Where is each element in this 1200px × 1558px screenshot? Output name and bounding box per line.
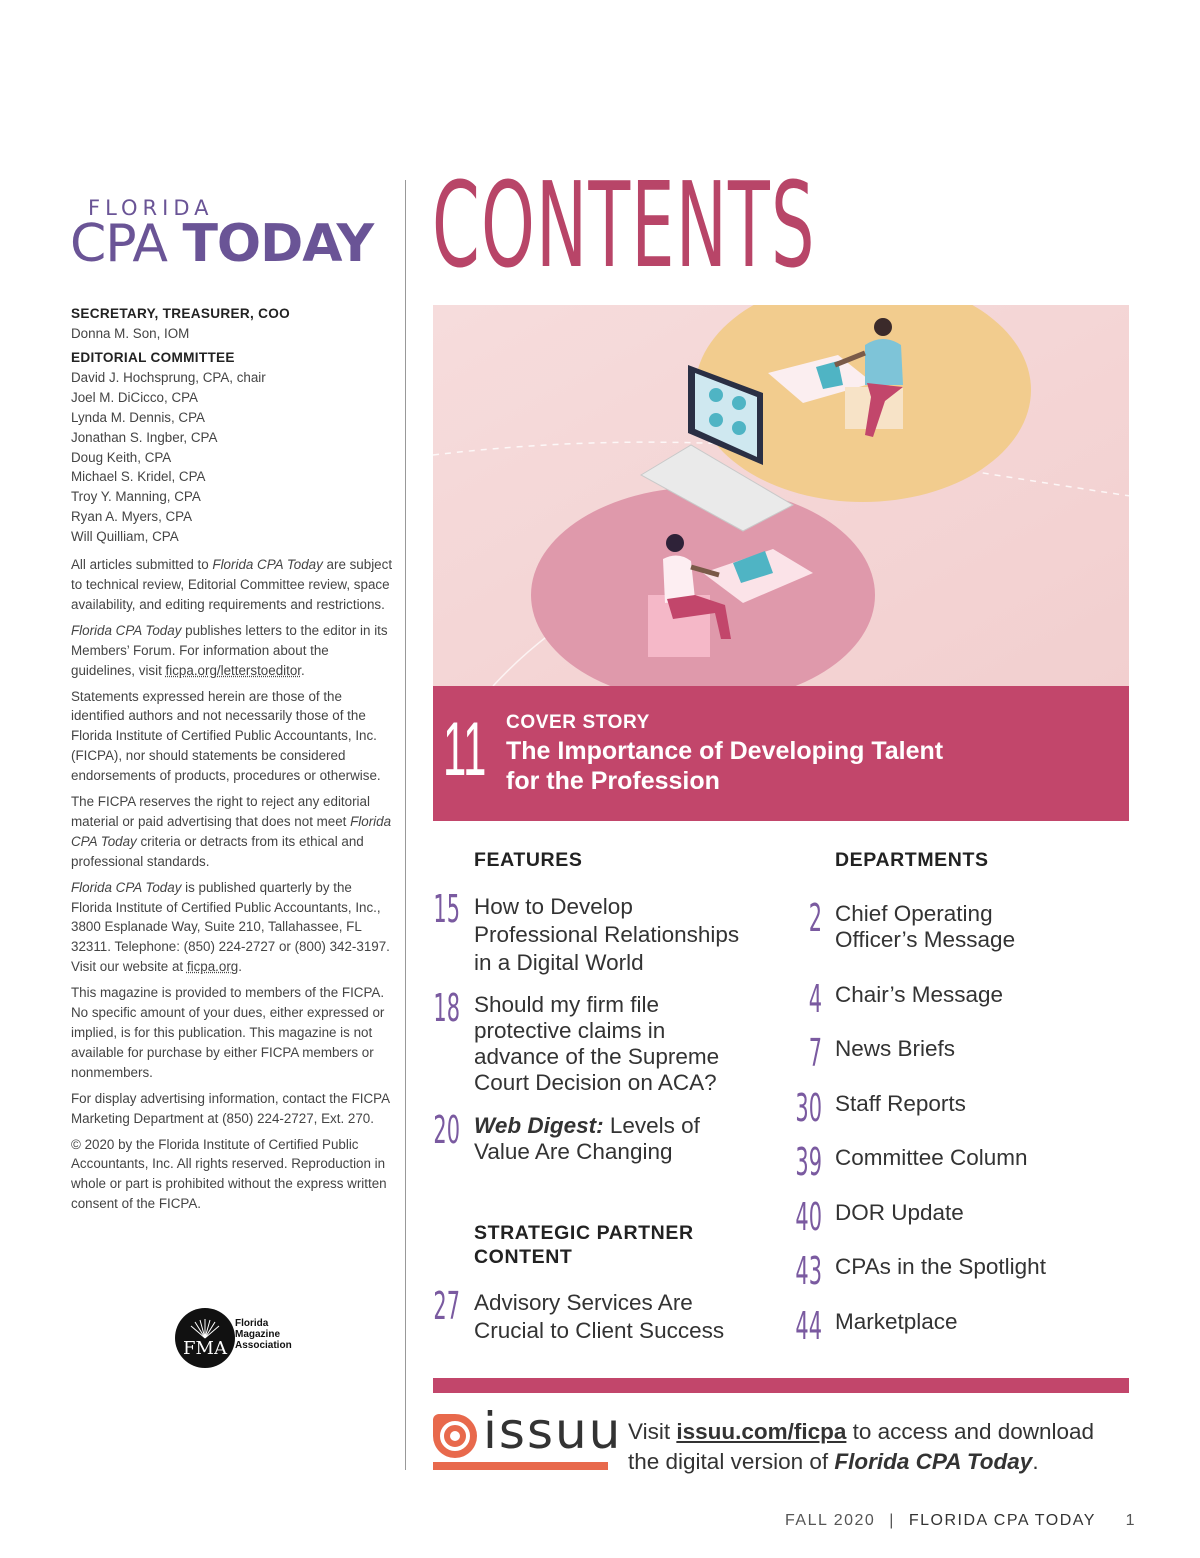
notice-copyright: © 2020 by the Florida Institute of Certified Public Accountants, Inc. All rights reserved. Reproduction in whole or part is prohibited without the express written consent of the FICPA. — [71, 1136, 387, 1212]
department-item[interactable]: Chief Operating Officer’s Message — [835, 901, 1016, 952]
page-footer — [785, 1512, 1136, 1530]
committee-member: David J. Hochsprung, CPA, chair — [71, 369, 266, 385]
department-page-number: 7 — [808, 1031, 822, 1075]
strategic-page-number: 27 — [433, 1284, 460, 1328]
feature-item[interactable]: Web Digest: Levels of Value Are Changing — [474, 1113, 700, 1164]
feature-page-number: 18 — [433, 986, 460, 1030]
feature-item[interactable]: Should my firm file protective claims in advance of the Supreme Court Decision on ACA? — [474, 992, 720, 1095]
department-item[interactable]: Staff Reports — [835, 1091, 966, 1116]
notice-letters: Florida CPA Today publishes letters to the editor in its Members’ Forum. For information about the guidelines, visit ficpa.org/letterstoeditor. — [71, 622, 388, 678]
cover-story-band[interactable] — [433, 686, 1129, 821]
notice-statements: Statements expressed herein are those of the identified authors and not necessarily those of the Florida Institute of Certified Public Accountants, Inc. (FICPA), nor should statements be considered endorsements of products, procedures or otherwise. — [71, 688, 381, 784]
issuu-message: Visit issuu.com/ficpa to access and download the digital version of Florida CPA Today. — [628, 1419, 1095, 1474]
issuu-icon — [433, 1414, 477, 1458]
committee-heading: EDITORIAL COMMITTEE — [71, 349, 235, 365]
issuu-logo[interactable]: issuu — [433, 1410, 611, 1472]
committee-member: Will Quilliam, CPA — [71, 529, 179, 545]
fma-logo — [175, 1308, 375, 1370]
department-item[interactable]: News Briefs — [835, 1036, 956, 1061]
committee-member: Joel M. DiCicco, CPA — [71, 389, 198, 405]
feature-page-number: 20 — [433, 1108, 460, 1152]
column-divider — [405, 180, 406, 1470]
secretary-heading: SECRETARY, TREASURER, COO — [71, 306, 290, 321]
notice-publisher: Florida CPA Today is published quarterly by the Florida Institute of Certified Public Accountants, Inc., 3800 Esplanade Way, Suite 210, Tallahassee, FL 32311. Telephone: (850) 224-2727 or (800) 342-3197. Visit our website at ficpa.org. — [71, 879, 390, 975]
committee-member: Jonathan S. Ingber, CPA — [71, 429, 218, 445]
department-page-number: 43 — [795, 1249, 822, 1293]
strategic-item[interactable]: Advisory Services Are Crucial to Client Success — [474, 1290, 725, 1343]
accent-strip — [433, 1378, 1129, 1393]
committee-member: Ryan A. Myers, CPA — [71, 509, 193, 525]
feature-page-number: 15 — [433, 887, 460, 931]
departments-heading: DEPARTMENTS — [835, 849, 989, 871]
department-item[interactable]: Chair’s Message — [835, 982, 1003, 1007]
committee-member: Doug Keith, CPA — [71, 449, 172, 465]
fma-name: Florida Magazine Association — [235, 1318, 292, 1351]
department-item[interactable]: Marketplace — [835, 1309, 958, 1334]
cover-story-label: COVER STORY — [506, 712, 650, 733]
footer-separator: | — [889, 1512, 895, 1529]
department-item[interactable]: DOR Update — [835, 1200, 964, 1225]
footer-page-number: 1 — [1125, 1512, 1136, 1529]
strategic-heading: STRATEGIC PARTNER CONTENT — [474, 1222, 694, 1268]
notice-submissions: All articles submitted to Florida CPA Today are subject to technical review, Editorial Committee review, space availability, and editing requirements and restrictions. — [71, 557, 393, 612]
cover-story-page: 11 — [443, 707, 487, 792]
masthead-logo — [70, 214, 373, 274]
masthead-cpa: CPA — [70, 214, 167, 274]
feature-item[interactable]: How to Develop Professional Relationships in a Digital World — [474, 894, 740, 975]
notice-rights: The FICPA reserves the right to reject any editorial material or paid advertising that does not meet Florida CPA Today criteria or detracts from its ethical and professional standards. — [71, 794, 392, 869]
secretary-name: Donna M. Son, IOM — [71, 326, 190, 341]
footer-issue: FALL 2020 — [785, 1512, 876, 1529]
website-link[interactable]: ficpa.org — [186, 959, 239, 975]
committee-member: Lynda M. Dennis, CPA — [71, 409, 205, 425]
features-heading: FEATURES — [474, 849, 583, 871]
staff-column — [71, 304, 393, 1220]
issuu-link[interactable]: issuu.com/ficpa — [676, 1419, 847, 1444]
department-item[interactable]: Committee Column — [835, 1145, 1028, 1170]
department-page-number: 30 — [795, 1086, 822, 1130]
department-page-number: 40 — [795, 1195, 822, 1239]
footer-publication: FLORIDA CPA TODAY — [908, 1512, 1096, 1529]
department-page-number: 4 — [808, 977, 822, 1021]
cover-illustration — [433, 305, 1129, 686]
letters-link[interactable]: ficpa.org/letterstoeditor — [165, 662, 301, 678]
department-item[interactable]: CPAs in the Spotlight — [835, 1254, 1046, 1279]
notice-advertising: For display advertising information, contact the FICPA Marketing Department at (850) 224-2727, Ext. 270. — [71, 1090, 390, 1126]
masthead-florida: FLORIDA — [88, 196, 214, 220]
department-page-number: 44 — [795, 1304, 822, 1348]
fma-badge: FMA — [175, 1308, 235, 1368]
department-page-number: 39 — [795, 1140, 822, 1184]
notice-membership: This magazine is provided to members of the FICPA. No specific amount of your dues, either expressed or implied, is for this publication. This magazine is not available for purchase by either FICPA members or nonmembers. — [71, 985, 385, 1080]
department-page-number: 2 — [808, 896, 822, 940]
committee-member: Troy Y. Manning, CPA — [71, 489, 201, 505]
committee-member: Michael S. Kridel, CPA — [71, 469, 206, 485]
masthead-today: TODAY — [182, 214, 374, 274]
cover-story-title: The Importance of Developing Talent for the Profession — [506, 737, 944, 795]
contents-title: CONTENTS — [432, 156, 816, 294]
